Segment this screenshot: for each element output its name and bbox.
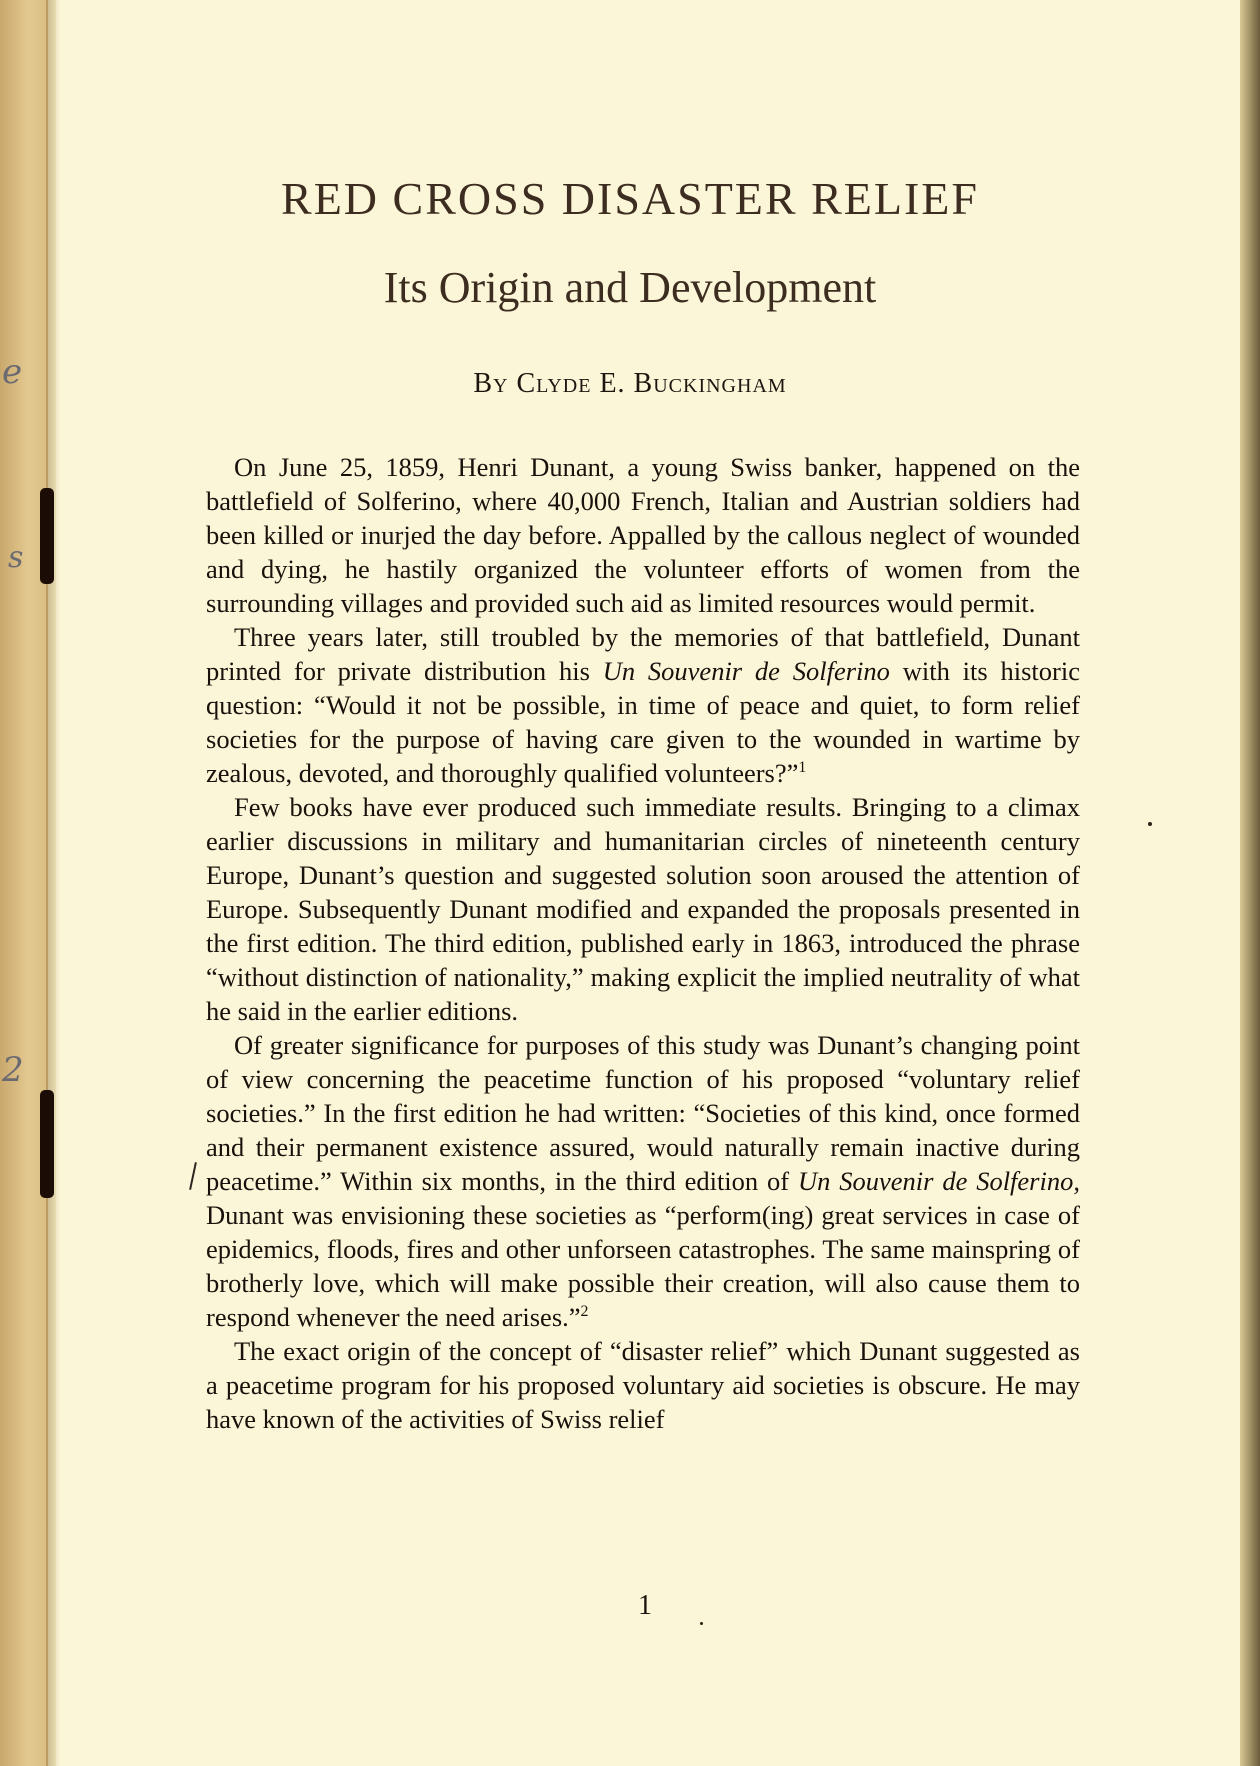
footnote-marker: 1 (798, 759, 807, 777)
paper-speck (1148, 822, 1152, 826)
document-subtitle: Its Origin and Development (383, 263, 877, 312)
binding-staple-mark (40, 488, 54, 584)
article-body (206, 450, 1080, 1436)
margin-pencil-note: s (8, 540, 24, 575)
paragraph: On June 25, 1859, Henri Dunant, a young Swiss banker, happened on the battlefield of Solferino, where 40,000 French, Italian and Austrian soldiers had been killed or inurjed the day before. Appalled by the callous neglect of wounded and dying, he hastily organized the volunteer efforts of women from the surrounding villages and provided such aid as limited resources would permit. (206, 452, 1080, 618)
footnote-marker: 2 (580, 1303, 589, 1321)
page-number: 1 (638, 1590, 652, 1621)
book-title: Un Souvenir de Solferino, (797, 1166, 1080, 1196)
document-title: RED CROSS DISASTER RELIEF (281, 173, 979, 224)
paragraph: Of greater significance for purposes of this study was Dunant’s changing point of view concerning the peacetime function of his proposed “voluntary relief societies.” In the first edition he had written: “Societies of this kind, once formed and their permanent existence assured, would naturally remain inactive during peacetime.” Within six months, in the third edition of Un Souvenir de Solferino, Dunant was envisioning these societies as “perform(ing) great services in case of epidemics, floods, fires and other unforseen catastrophes. The same mainspring of brotherly love, which will make possible their creation, will also cause them to respond whenever the need arises.”$^2$ (206, 1030, 1080, 1332)
author-byline: By Clyde E. Buckingham (473, 368, 787, 399)
binding-staple-mark (40, 1090, 54, 1198)
paragraph: Few books have ever produced such immediate results. Bringing to a climax earlier discussions in military and humanitarian circles of nineteenth century Europe, Dunant’s question and suggested solution soon aroused the attention of Europe. Subsequently Dunant modified and expanded the proposals presented in the first edition. The third edition, published early in 1863, introduced the phrase “without distinction of nationality,” making explicit the implied neutrality of what he said in the earlier editions. (206, 792, 1080, 1026)
paragraph: Three years later, still troubled by the memories of that battlefield, Dunant printed for private distribution his Un Souvenir de Solferino with its historic question: “Would it not be possible, in time of peace and quiet, to form relief societies for the purpose of having care given to the wounded in wartime by zealous, devoted, and thoroughly qualified volunteers?”$^1$ (206, 622, 1080, 788)
paragraph: The exact origin of the concept of “disaster relief” which Dunant suggested as a peacetime program for his proposed voluntary aid societies is obscure. He may have known of the activities of Swiss relief (206, 1336, 1080, 1434)
margin-pencil-note: e (2, 352, 23, 392)
paper-speck (700, 1622, 703, 1625)
book-title: Un Souvenir de Solferino (602, 656, 890, 686)
margin-pencil-note: 2 (2, 1050, 24, 1090)
